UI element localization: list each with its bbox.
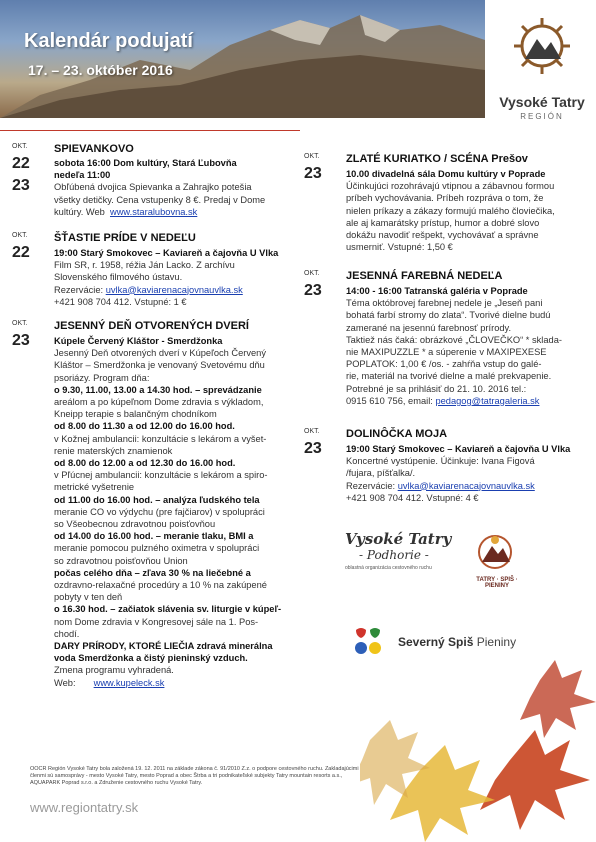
event-month: OKT. <box>304 270 320 277</box>
event-link[interactable]: www.staralubovna.sk <box>109 206 198 217</box>
event-month: OKT. <box>12 143 28 150</box>
event-line: v Kožnej ambulancii: konzultácie s lekárom a vyšet- <box>54 433 267 444</box>
event-line: bohatá farbí stromy do zlata“. Tvorivé dielne budú <box>346 310 551 321</box>
event-line: nie MAXIPUZZLE * a súperenie v MAXIPEXESE <box>346 347 547 358</box>
vysoke-tatry-logo <box>492 10 592 120</box>
event-line: Zmena programu vyhradená. <box>54 665 174 676</box>
footer-url[interactable]: www.regiontatry.sk <box>30 800 139 815</box>
event-line: Kláštor – Smerdžonka je venovaný Svetovému dňu <box>54 360 265 371</box>
podhorie-subtitle: - Podhorie - <box>359 548 429 562</box>
event-line: Jesenný Deň otvorených dverí v Kúpeľoch Červený <box>54 348 267 359</box>
event-body <box>54 247 304 308</box>
event-line: metrické vyšetrenie <box>54 482 135 493</box>
logo-brand: Vysoké Tatry <box>499 94 585 110</box>
page-title: Kalendár podujatí <box>24 30 193 52</box>
header-banner <box>0 0 485 118</box>
event-line: počas celého dňa – zľava 30 % na liečebné a <box>54 567 251 578</box>
podhorie-title: Vysoké Tatry <box>345 530 452 548</box>
event-line: +421 908 704 412. Vstupné: 4 € <box>346 492 479 503</box>
event-line: Rezervácie: <box>54 284 104 295</box>
event-line: kultúry. Web <box>54 206 105 217</box>
mountain-image <box>0 0 485 118</box>
event-day: 23 <box>304 165 322 182</box>
event-line: Taktiež nás čaká: obrázkové „ČLOVEČKO“ * sklada- <box>346 334 562 345</box>
event-body <box>54 335 304 689</box>
divider <box>0 130 300 131</box>
event-line: od 11.00 do 16.00 hod. – analýza ľudského tela <box>54 494 260 505</box>
event-body <box>346 168 591 253</box>
event-title: SPIEVANKOVO <box>54 143 134 155</box>
autumn-leaves-image <box>360 660 596 842</box>
event-body <box>54 157 304 218</box>
event-line: usmerniť. Vstupné: 1,50 € <box>346 242 453 253</box>
event-line: meranie pomocou pulzného oximetra v spolupráci <box>54 543 260 554</box>
event-link[interactable]: uvlka@kaviarenacajovnauvlka.sk <box>105 284 243 295</box>
event-line: ale aj kamarátsky prístup, humor a dobré slovo <box>346 217 540 228</box>
event-line: 14:00 - 16:00 Tatranská galéria v Poprade <box>346 286 528 296</box>
event-line: nom Dome zdravia v Kongresovej sále na 1. Pos- <box>54 616 259 627</box>
event-line: /fujara, píšťalka/. <box>346 468 416 479</box>
event-dolinocka-moja <box>304 428 594 518</box>
event-line: nedeľa 11:00 <box>54 170 111 181</box>
event-line: od 8.00 do 12.00 a od 12.30 do 16.00 hod. <box>54 458 236 469</box>
event-line: psoriázy. Program dňa: <box>54 372 150 383</box>
mountain-sun-icon <box>507 14 577 89</box>
event-line: so zdravotnou poisťovňou Union <box>54 555 188 566</box>
event-title: ŠŤASTIE PRÍDE V NEDEĽU <box>54 232 196 244</box>
severny-spis-label: Severný Spiš <box>398 635 474 649</box>
logo-region: REGIÓN <box>520 112 564 121</box>
event-line: Potrebné je sa prihlásiť do 21. 10. 2016 tel.: <box>346 383 527 394</box>
podhorie-logo <box>345 530 455 590</box>
podhorie-note: oblastná organizácia cestovného ruchu <box>345 565 432 571</box>
event-line: Kneipp terapie s balančným chodníkom <box>54 409 217 420</box>
event-line: Slovenského filmového ústavu. <box>54 272 183 283</box>
event-stastie-pride <box>12 232 302 312</box>
tsp-name: TATRY · SPIŠ · PIENINY <box>476 577 518 589</box>
event-line: v Pľúcnej ambulancii: konzultácie s lekárom a spiro- <box>54 470 268 481</box>
date-range: 17. – 23. október 2016 <box>28 62 173 78</box>
event-month: OKT. <box>12 232 28 239</box>
event-line: Téma októbrovej farebnej nedele je „Jeseň pani <box>346 298 543 309</box>
event-line: pobyty v ten deň <box>54 592 123 603</box>
event-zlate-kuriatko <box>304 153 594 268</box>
event-line: DARY PRÍRODY, KTORÉ LIEČIA zdravá minerálna <box>54 641 273 652</box>
event-line: POPLATOK: 1,00 € /os. - zahŕňa vstup do galé- <box>346 359 542 370</box>
tatry-spis-pieniny-logo <box>470 528 530 598</box>
event-line: rie, materiál na tvorivé dielne a malé prekvapenie. <box>346 371 552 382</box>
event-line: Film SR, r. 1958, réžia Ján Lacko. Z archívu <box>54 260 235 271</box>
event-title: ZLATÉ KURIATKO / SCÉNA Prešov <box>346 153 528 165</box>
event-line: 0915 610 756, email: <box>346 395 433 406</box>
event-line: sobota 16:00 Dom kultúry, Stará Ľubovňa <box>54 158 237 168</box>
event-line: o 16.30 hod. – začiatok slávenia sv. liturgie v kúpeľ- <box>54 604 282 615</box>
severny-spis-logo <box>352 626 532 660</box>
event-line: Rezervácie: <box>346 480 396 491</box>
event-body <box>346 285 591 407</box>
event-link[interactable]: pedagog@tatragaleria.sk <box>435 395 540 406</box>
event-line: ozdravno-relaxačné procedúry a 10 % na zakúpené <box>54 580 267 591</box>
event-line: zamerané na jesennú farebnosť prírody. <box>346 322 512 333</box>
footer-text: OOCR Región Vysoké Tatry bola založená 19. 12. 2011 na základe zákona č. 91/2010 Z.z. o podpore cestovného ruchu. Zakladajúcimi členmi sú samosprávy - mesto Vysoké Tatry, mesto Poprad a obec Štrba a tri podnikateľské subjekty Tatry mountain resorts a.s., AQUAPARK Poprad s.r.o. a Združenie cestovného ruchu Vysoké Tatry. <box>30 766 359 786</box>
event-day: 22 <box>12 155 30 172</box>
event-line: +421 908 704 412. Vstupné: 1 € <box>54 296 187 307</box>
event-day-2: 23 <box>12 177 30 194</box>
event-line: 19:00 Starý Smokovec – Kaviareň a čajovňa U Vlka <box>346 444 571 454</box>
event-line: meranie CO vo výdychu (pre fajčiarov) v spolupráci <box>54 506 265 517</box>
event-line: od 8.00 do 11.30 a od 12.00 do 16.00 hod. <box>54 421 235 432</box>
event-line: Účinkujúci rozohrávajú vtipnou a zábavnou formou <box>346 181 555 192</box>
tsp-sun-icon <box>470 528 520 572</box>
event-title: JESENNÝ DEŇ OTVORENÝCH DVERÍ <box>54 320 249 332</box>
event-line: Kúpele Červený Kláštor - Smerdžonka <box>54 336 223 346</box>
event-link[interactable]: www.kupeleck.sk <box>93 677 165 688</box>
event-line: areálom a po kúpeľnom Dome zdravia s výkladom, <box>54 397 264 408</box>
event-line: renie materských znamienok <box>54 445 173 456</box>
event-line: všetky detičky. Cena vstupenky 8 €. Predaj v Dome <box>54 194 266 205</box>
event-body <box>346 443 591 504</box>
event-line: Obľúbená dvojica Spievanka a Zahrajko potešia <box>54 182 252 193</box>
event-line: 19:00 Starý Smokovec – Kaviareň a čajovňa U Vlka <box>54 248 279 258</box>
event-day: 23 <box>304 282 322 299</box>
event-line: chodí. <box>54 628 80 639</box>
event-line: voda Smerdžonka a čistý pieninský vzduch. <box>54 653 248 664</box>
event-month: OKT. <box>304 153 320 160</box>
event-jesenny-den <box>12 320 302 720</box>
event-day: 23 <box>12 332 30 349</box>
event-spievankovo <box>12 143 302 223</box>
severny-spis-suffix: Pieniny <box>476 635 517 649</box>
event-jesenna-farebna <box>304 270 594 420</box>
event-link[interactable]: uvlka@kaviarenacajovnauvlka.sk <box>397 480 535 491</box>
severny-spis-name <box>398 635 516 649</box>
event-line: 10.00 divadelná sála Domu kultúry v Poprade <box>346 169 546 179</box>
event-line: príbeh vychovávania. Príbeh rozpráva o tom, že <box>346 193 544 204</box>
event-line: Koncertné vystúpenie. Účinkuje: Ivana Figová <box>346 456 535 467</box>
event-line: so Všeobecnou zdravotnou poisťovňou <box>54 519 216 530</box>
event-month: OKT. <box>12 320 28 327</box>
event-title: JESENNÁ FAREBNÁ NEDEĽA <box>346 270 503 282</box>
event-day: 23 <box>304 440 322 457</box>
event-line: dokážu navodiť rešpekt, vychovávať a správne <box>346 230 539 241</box>
event-line: nielen príkazy a zákazy formujú malého človiečika, <box>346 205 555 216</box>
event-day: 22 <box>12 244 30 261</box>
event-month: OKT. <box>304 428 320 435</box>
severny-spis-icon <box>352 626 386 658</box>
event-line: od 14.00 do 16.00 hod. – meranie tlaku, BMI a <box>54 531 254 542</box>
event-line: Web: <box>54 677 76 688</box>
event-title: DOLINÔČKA MOJA <box>346 428 448 440</box>
event-line: o 9.30, 11.00, 13.00 a 14.30 hod. – sprevádzanie <box>54 384 262 395</box>
